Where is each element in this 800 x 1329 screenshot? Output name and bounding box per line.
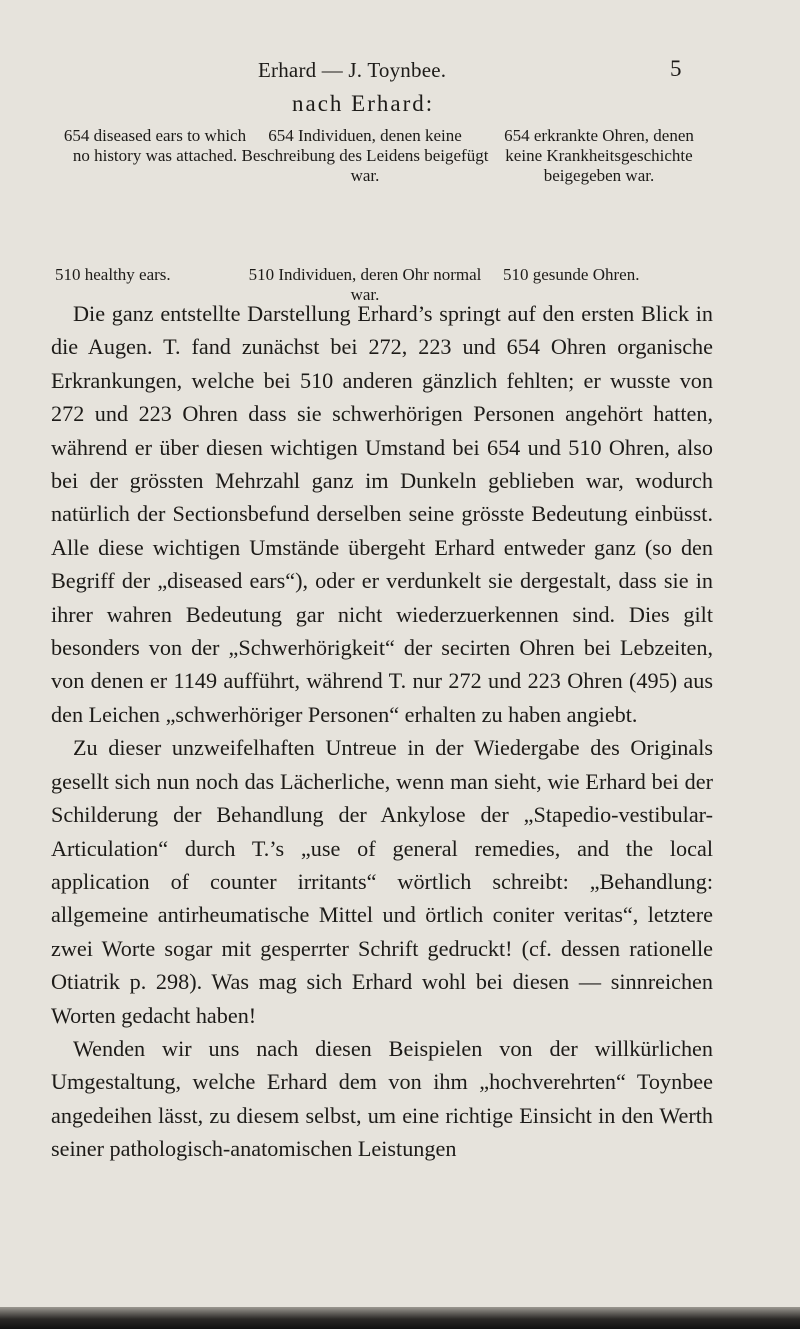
paragraph: Die ganz entstellte Darstellung Erhard’s springt auf den ersten Blick in die Augen. T. fand zunächst bei 272, 223 und 654 Ohren organische Erkrankungen, welche bei 510 anderen gänzlich fehlten; er wusste von 272 und 223 Ohren dass sie schwerhörigen Personen angehört hatten, während er über diesen wichtigen Umstand bei 654 und 510 Ohren, also bei der grössten Mehrzahl ganz im Dunkeln geblieben war, wodurch natürlich der Sectionsbefund derselben seine grösste Bedeutung einbüsst. Alle diese wichtigen Umstände übergeht Erhard entweder ganz (so den Begriff der „diseased ears“), oder er verdunkelt sie dergestalt, dass sie in ihrer wahren Bedeutung gar nicht wiederzuerkennen sind. Dies gilt besonders von der „Schwerhörigkeit“ der secirten Ohren bei Lebzeiten, von denen er 1149 aufführt, während T. nur 272 und 223 Ohren (495) aus den Leichen „schwerhöriger Personen“ erhalten zu haben angiebt. [51, 301, 713, 727]
table-cell-english: 510 healthy ears. [55, 265, 171, 284]
page-bottom-edge [0, 1307, 800, 1329]
paragraph: Zu dieser unzweifelhaften Untreue in der Wiedergabe des Originals gesellt sich nun noch das Lächerliche, wenn man sieht, wie Erhard bei der Schilderung der Behandlung der Ankylose der „Stapedio-vestibular-Articulation“ durch T.’s „use of general remedies, and the local application of counter irritants“ wörtlich schreibt: „Behandlung: allgemeine antirheumatische Mittel und örtlich coniter veritas“, letztere zwei Worte sogar mit gesperrter Schrift gedruckt! (cf. dessen rationelle Otiatrik p. 298). Was mag sich Erhard wohl bei diesen — sinnreichen Worten gedacht haben! [51, 735, 713, 1028]
body-text [51, 297, 713, 1166]
table-cell-individuals: 654 Individuen, denen keine Beschreibung des Leidens beigefügt war. [241, 126, 489, 185]
paragraph: Wenden wir uns nach diesen Beispielen von der willkürlichen Umgestaltung, welche Erhard dem von ihm „hochverehrten“ Toynbee angedeihen lässt, zu diesem selbst, um eine richtige Einsicht in den Werth seiner pathologisch-anatomischen Leistungen [51, 1035, 713, 1162]
page-number: 5 [670, 56, 682, 81]
table-cell-english: 654 diseased ears to which no history was attached. [63, 126, 247, 165]
table-cell-ears: 654 erkrankte Ohren, denen keine Krankheitsgeschichte beigegeben war. [504, 126, 694, 185]
table-heading: nach Erhard: [292, 91, 435, 116]
table-cell-ears: 510 gesunde Ohren. [503, 265, 640, 284]
table-cell-individuals: 510 Individuen, deren Ohr normal war. [248, 265, 482, 304]
running-head: Erhard — J. Toynbee. [258, 58, 447, 82]
